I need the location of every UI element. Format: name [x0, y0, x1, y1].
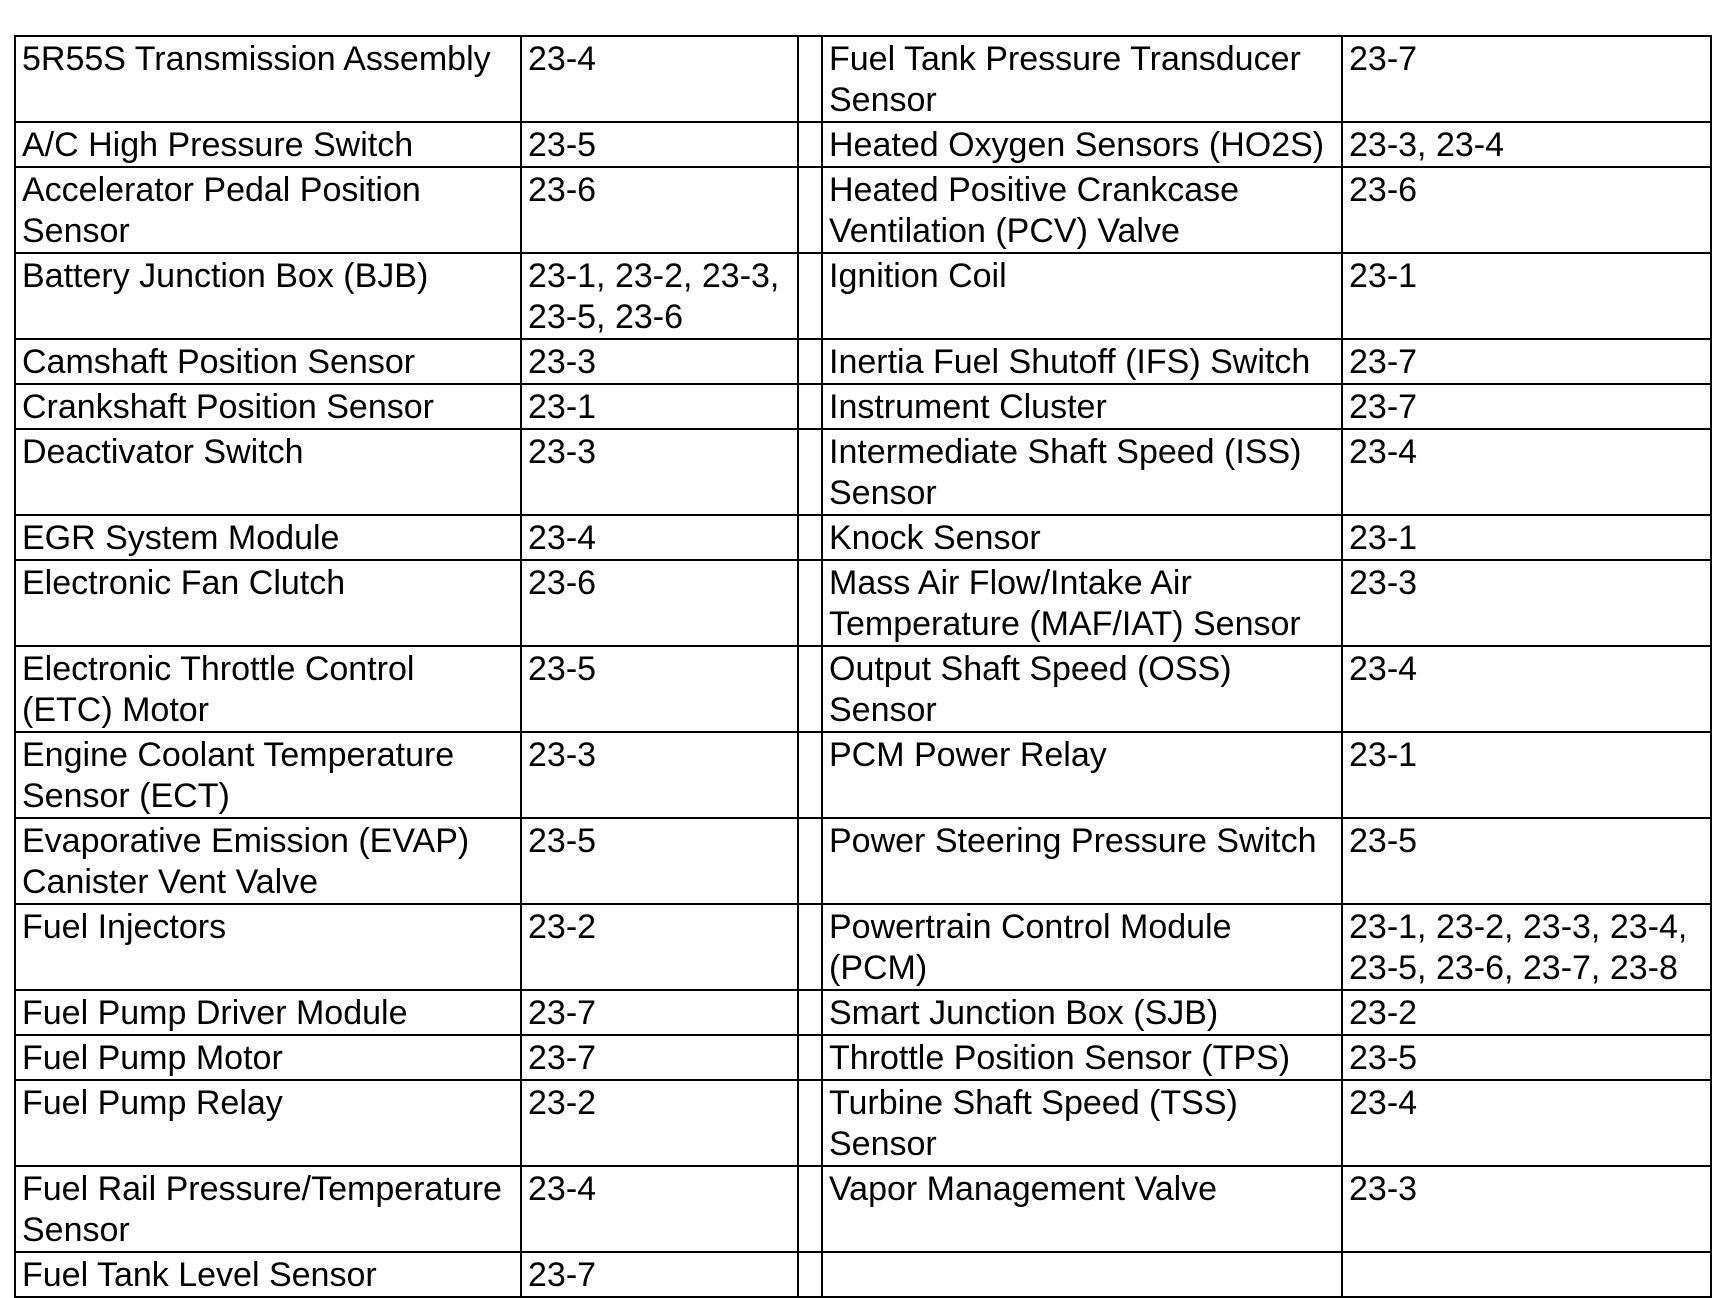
page-refs: 23-6	[521, 167, 798, 253]
table-row	[15, 384, 1711, 429]
component-name	[822, 1252, 1342, 1297]
page-refs: 23-3	[521, 732, 798, 818]
component-name: Output Shaft Speed (OSS) Sensor	[822, 646, 1342, 732]
page-refs: 23-5	[521, 646, 798, 732]
page-refs: 23-7	[1342, 339, 1711, 384]
table-row	[15, 1166, 1711, 1252]
page-refs: 23-5	[521, 122, 798, 167]
table-row	[15, 36, 1711, 122]
component-name: Heated Oxygen Sensors (HO2S)	[822, 122, 1342, 167]
column-gap	[798, 167, 822, 253]
page-refs: 23-3	[521, 429, 798, 515]
component-index-table	[14, 35, 1712, 1298]
component-name: Mass Air Flow/Intake Air Temperature (MAF/IAT) Sensor	[822, 560, 1342, 646]
page-refs: 23-7	[521, 1035, 798, 1080]
component-name: Evaporative Emission (EVAP) Canister Vent Valve	[15, 818, 521, 904]
page-refs: 23-7	[521, 990, 798, 1035]
component-name: Crankshaft Position Sensor	[15, 384, 521, 429]
page-refs: 23-4	[521, 36, 798, 122]
table-row	[15, 339, 1711, 384]
column-gap	[798, 904, 822, 990]
table-row	[15, 1080, 1711, 1166]
component-name: Powertrain Control Module (PCM)	[822, 904, 1342, 990]
page-refs: 23-3, 23-4	[1342, 122, 1711, 167]
component-name: Vapor Management Valve	[822, 1166, 1342, 1252]
component-name: Electronic Throttle Control (ETC) Motor	[15, 646, 521, 732]
column-gap	[798, 1252, 822, 1297]
component-name: Heated Positive Crankcase Ventilation (PCV) Valve	[822, 167, 1342, 253]
page-refs: 23-1	[1342, 732, 1711, 818]
column-gap	[798, 122, 822, 167]
page-refs: 23-1	[1342, 515, 1711, 560]
component-name: Fuel Pump Motor	[15, 1035, 521, 1080]
page-refs: 23-5	[1342, 1035, 1711, 1080]
table-row	[15, 1035, 1711, 1080]
table-row	[15, 732, 1711, 818]
page-refs: 23-2	[521, 1080, 798, 1166]
page-refs: 23-4	[1342, 429, 1711, 515]
column-gap	[798, 339, 822, 384]
column-gap	[798, 1080, 822, 1166]
component-name: Intermediate Shaft Speed (ISS) Sensor	[822, 429, 1342, 515]
table-row	[15, 560, 1711, 646]
page-refs	[1342, 1252, 1711, 1297]
column-gap	[798, 818, 822, 904]
component-name: Battery Junction Box (BJB)	[15, 253, 521, 339]
page-refs: 23-4	[1342, 1080, 1711, 1166]
column-gap	[798, 384, 822, 429]
component-name: Deactivator Switch	[15, 429, 521, 515]
page-refs: 23-3	[1342, 1166, 1711, 1252]
component-name: Knock Sensor	[822, 515, 1342, 560]
page-refs: 23-5	[1342, 818, 1711, 904]
page-refs: 23-2	[1342, 990, 1711, 1035]
component-name: Smart Junction Box (SJB)	[822, 990, 1342, 1035]
component-name: Accelerator Pedal Position Sensor	[15, 167, 521, 253]
component-name: A/C High Pressure Switch	[15, 122, 521, 167]
page-refs: 23-1	[1342, 253, 1711, 339]
table-row	[15, 429, 1711, 515]
page-refs: 23-1, 23-2, 23-3, 23-5, 23-6	[521, 253, 798, 339]
component-name: Fuel Rail Pressure/Temperature Sensor	[15, 1166, 521, 1252]
component-name: Electronic Fan Clutch	[15, 560, 521, 646]
column-gap	[798, 515, 822, 560]
page-refs: 23-1, 23-2, 23-3, 23-4, 23-5, 23-6, 23-7, 23-8	[1342, 904, 1711, 990]
page-refs: 23-7	[1342, 384, 1711, 429]
page-refs: 23-4	[521, 515, 798, 560]
page-refs: 23-7	[1342, 36, 1711, 122]
component-name: Throttle Position Sensor (TPS)	[822, 1035, 1342, 1080]
table-row	[15, 904, 1711, 990]
component-name: Fuel Tank Pressure Transducer Sensor	[822, 36, 1342, 122]
table-row	[15, 253, 1711, 339]
component-name: Turbine Shaft Speed (TSS) Sensor	[822, 1080, 1342, 1166]
table-row	[15, 646, 1711, 732]
column-gap	[798, 253, 822, 339]
page-refs: 23-7	[521, 1252, 798, 1297]
page-refs: 23-1	[521, 384, 798, 429]
column-gap	[798, 1166, 822, 1252]
component-name: EGR System Module	[15, 515, 521, 560]
page-refs: 23-4	[1342, 646, 1711, 732]
component-name: Inertia Fuel Shutoff (IFS) Switch	[822, 339, 1342, 384]
component-name: Fuel Tank Level Sensor	[15, 1252, 521, 1297]
table-row	[15, 1252, 1711, 1297]
component-index-page	[14, 35, 1710, 1298]
component-name: Camshaft Position Sensor	[15, 339, 521, 384]
component-name: Fuel Pump Relay	[15, 1080, 521, 1166]
column-gap	[798, 429, 822, 515]
table-row	[15, 818, 1711, 904]
table-row	[15, 990, 1711, 1035]
component-name: Instrument Cluster	[822, 384, 1342, 429]
component-name: 5R55S Transmission Assembly	[15, 36, 521, 122]
component-name: Engine Coolant Temperature Sensor (ECT)	[15, 732, 521, 818]
component-name: Power Steering Pressure Switch	[822, 818, 1342, 904]
column-gap	[798, 1035, 822, 1080]
page-refs: 23-4	[521, 1166, 798, 1252]
table-row	[15, 515, 1711, 560]
component-name: Fuel Pump Driver Module	[15, 990, 521, 1035]
column-gap	[798, 990, 822, 1035]
column-gap	[798, 36, 822, 122]
component-name: Ignition Coil	[822, 253, 1342, 339]
page-refs: 23-6	[1342, 167, 1711, 253]
column-gap	[798, 560, 822, 646]
page-refs: 23-3	[1342, 560, 1711, 646]
page-refs: 23-2	[521, 904, 798, 990]
column-gap	[798, 732, 822, 818]
page-refs: 23-6	[521, 560, 798, 646]
component-name: PCM Power Relay	[822, 732, 1342, 818]
page-refs: 23-5	[521, 818, 798, 904]
column-gap	[798, 646, 822, 732]
page-refs: 23-3	[521, 339, 798, 384]
table-row	[15, 122, 1711, 167]
component-name: Fuel Injectors	[15, 904, 521, 990]
table-row	[15, 167, 1711, 253]
